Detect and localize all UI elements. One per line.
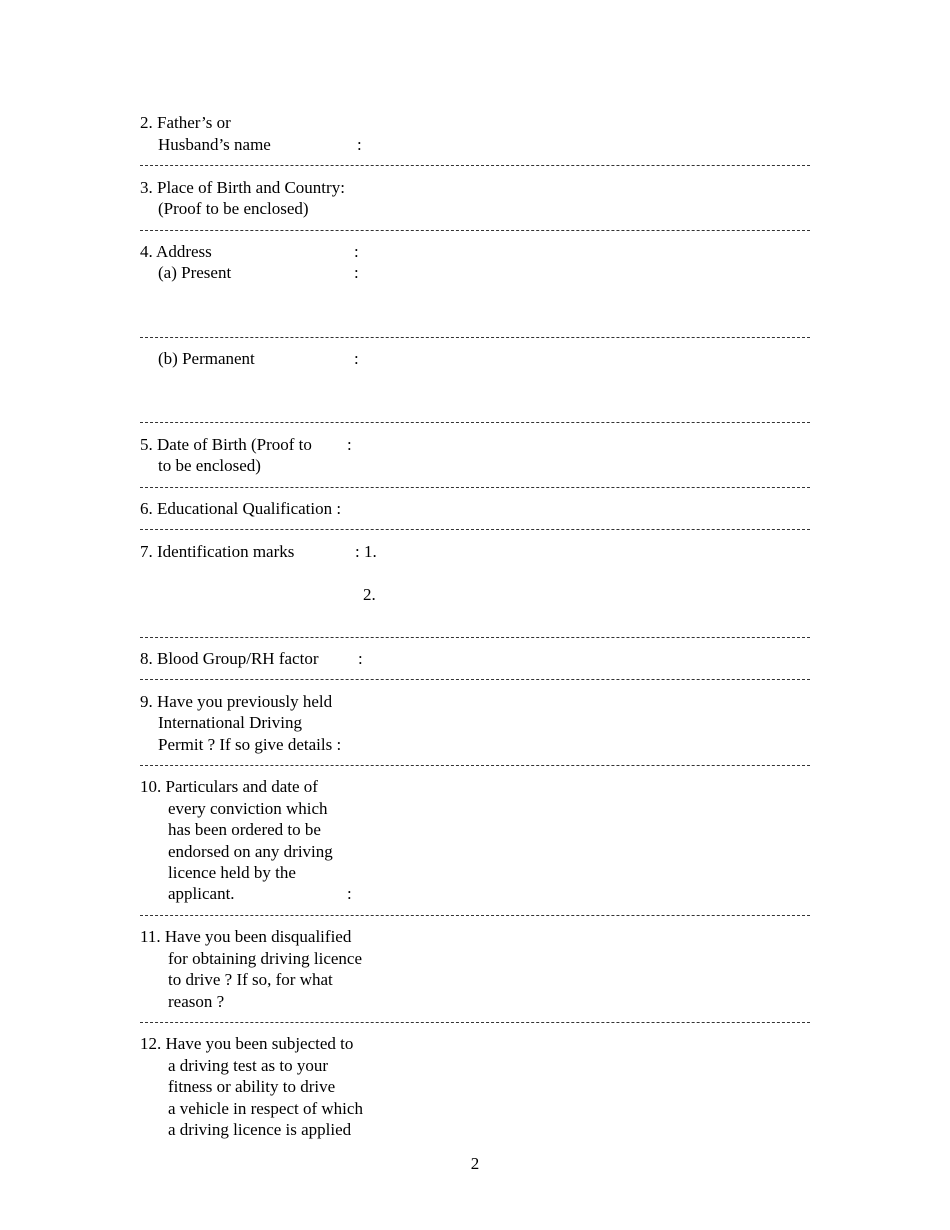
q10-label-line2: every conviction which	[168, 799, 328, 818]
q12-label-line2: a driving test as to your	[168, 1056, 329, 1075]
separator-rule	[140, 637, 810, 638]
q12-label-line1: 12. Have you been subjected to	[140, 1034, 354, 1053]
separator-rule	[140, 765, 810, 766]
page-number: 2	[470, 1154, 480, 1173]
q9-label-line1: 9. Have you previously held	[140, 692, 333, 711]
q7-mark-2: 2.	[363, 585, 376, 604]
q11-label-line3: to drive ? If so, for what	[168, 970, 333, 989]
q10-colon: :	[347, 884, 352, 903]
q3-label-line2: (Proof to be enclosed)	[158, 199, 309, 218]
separator-rule	[140, 337, 810, 338]
q8-label: 8. Blood Group/RH factor	[140, 649, 319, 668]
separator-rule	[140, 679, 810, 680]
q10-label-line3: has been ordered to be	[168, 820, 321, 839]
q4-label-line1: 4. Address	[140, 242, 212, 261]
separator-rule	[140, 422, 810, 423]
separator-rule	[140, 487, 810, 488]
q6-label: 6. Educational Qualification :	[140, 499, 342, 518]
q9-label-line3: Permit ? If so give details :	[158, 735, 342, 754]
q11-label-line2: for obtaining driving licence	[168, 949, 363, 968]
separator-rule	[140, 230, 810, 231]
q11-label-line4: reason ?	[168, 992, 225, 1011]
separator-rule	[140, 165, 810, 166]
q7-label: 7. Identification marks	[140, 542, 295, 561]
q5-label-line2: to be enclosed)	[158, 456, 261, 475]
q3-label-line1: 3. Place of Birth and Country:	[140, 178, 345, 197]
separator-rule	[140, 1022, 810, 1023]
q2-label-line1: 2. Father’s or	[140, 113, 231, 132]
q4-present-label: (a) Present	[158, 263, 232, 282]
q4-colon-permanent: :	[354, 349, 359, 368]
q8-colon: :	[358, 649, 363, 668]
q9-label-line2: International Driving	[158, 713, 302, 732]
q12-label-line3: fitness or ability to drive	[168, 1077, 336, 1096]
q12-label-line4: a vehicle in respect of which	[168, 1099, 363, 1118]
q5-colon: :	[347, 435, 352, 454]
q10-label-line4: endorsed on any driving	[168, 842, 333, 861]
q11-label-line1: 11. Have you been disqualified	[140, 927, 352, 946]
separator-rule	[140, 915, 810, 916]
q2-colon: :	[357, 135, 362, 154]
q10-label-line5: licence held by the	[168, 863, 296, 882]
q7-mark-1: : 1.	[355, 542, 377, 561]
q10-label-line6: applicant.	[168, 884, 235, 903]
q4-colon-present: :	[354, 263, 359, 282]
q10-label-line1: 10. Particulars and date of	[140, 777, 318, 796]
q2-label-line2: Husband’s name	[158, 135, 271, 154]
separator-rule	[140, 529, 810, 530]
q12-label-line5: a driving licence is applied	[168, 1120, 352, 1139]
q4-colon-address: :	[354, 242, 359, 261]
q5-label-line1: 5. Date of Birth (Proof to	[140, 435, 312, 454]
q4-permanent-label: (b) Permanent	[158, 349, 255, 368]
